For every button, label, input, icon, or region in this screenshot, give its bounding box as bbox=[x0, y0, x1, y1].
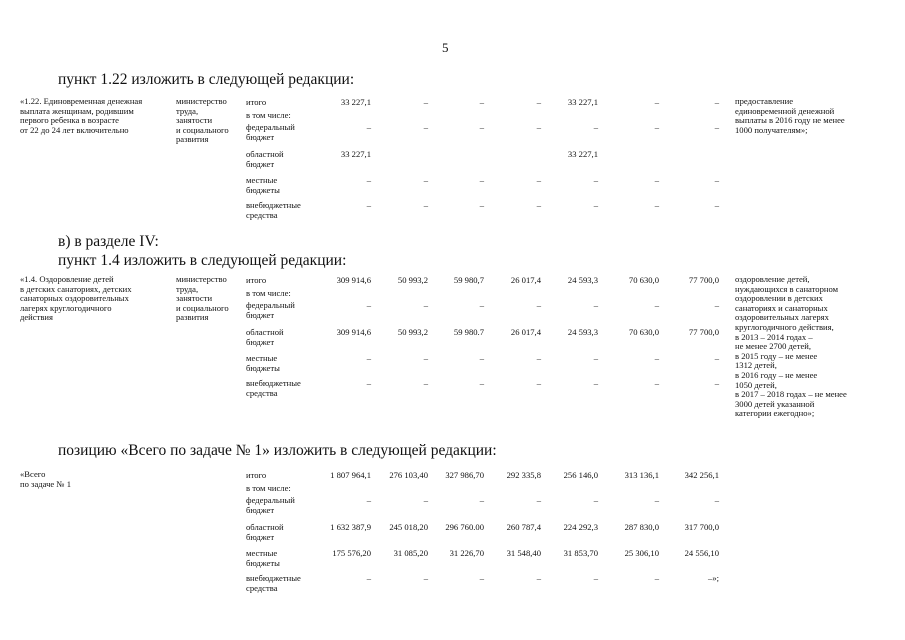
amount-cell: – bbox=[536, 378, 541, 388]
amount-cell: – bbox=[366, 200, 371, 210]
funding-source-label: федеральный бюджет bbox=[246, 122, 295, 142]
expected-result-cell: предоставление единовременной денежной выплаты в 2016 году не менее 1000 получателям»; bbox=[735, 96, 845, 135]
amount-cell: 175 576,20 bbox=[332, 548, 371, 558]
amount-cell: 342 256,1 bbox=[684, 470, 719, 480]
amount-cell: 70 630,0 bbox=[628, 275, 659, 285]
amount-cell: – bbox=[593, 495, 598, 505]
amount-cell: 70 630,0 bbox=[628, 327, 659, 337]
amount-cell: – bbox=[366, 495, 371, 505]
amount-cell: – bbox=[423, 495, 428, 505]
amount-cell: 33 227,1 bbox=[567, 149, 598, 159]
amount-cell: – bbox=[479, 353, 484, 363]
amount-cell: – bbox=[423, 573, 428, 583]
amount-cell: – bbox=[479, 97, 484, 107]
amount-cell: 287 830,0 bbox=[624, 522, 659, 532]
item-description: «1.4. Оздоровление детей в детских санаториях, детских санаторных оздоровительных лагерях круглогодичного действия bbox=[20, 274, 132, 323]
amount-cell: – bbox=[654, 573, 659, 583]
executor-cell: министерство труда, занятости и социального развития bbox=[176, 96, 229, 145]
amount-cell: – bbox=[593, 378, 598, 388]
expected-result-cell: оздоровление детей, нуждающихся в санаторном оздоровлении в детских санаториях и санаторных оздоровительных лагерях круглогодичного действия, в 2013 – 2014 годах – не менее 2700 детей, в 2015 году – не менее 1312 детей, в 2016 году – не менее 1050 детей, в 2017 – 2018 годах – не менее 3000 детей указанной категории ежегодно»; bbox=[735, 274, 847, 419]
funding-source-label: итого bbox=[246, 470, 267, 480]
amount-cell: – bbox=[536, 573, 541, 583]
amount-cell: 31 085,20 bbox=[393, 548, 428, 558]
funding-source-label: внебюджетные средства bbox=[246, 378, 301, 398]
amount-cell: – bbox=[423, 175, 428, 185]
funding-source-label: областной бюджет bbox=[246, 327, 284, 347]
amount-cell: – bbox=[366, 175, 371, 185]
amount-cell: – bbox=[479, 175, 484, 185]
amount-cell: – bbox=[593, 573, 598, 583]
funding-source-label: внебюджетные средства bbox=[246, 200, 301, 220]
amount-cell: – bbox=[536, 122, 541, 132]
amount-cell: – bbox=[366, 122, 371, 132]
amount-cell: –»; bbox=[708, 573, 719, 583]
amount-cell: – bbox=[423, 122, 428, 132]
item-description: «Всего по задаче № 1 bbox=[20, 469, 72, 489]
funding-source-label: местные бюджеты bbox=[246, 548, 280, 568]
funding-source-label: внебюджетные средства bbox=[246, 573, 301, 593]
amount-cell: – bbox=[366, 300, 371, 310]
amount-cell: – bbox=[423, 378, 428, 388]
amount-cell: – bbox=[593, 122, 598, 132]
amount-cell: – bbox=[654, 378, 659, 388]
amount-cell: – bbox=[423, 97, 428, 107]
amount-cell: 313 136,1 bbox=[624, 470, 659, 480]
heading-item-1-22: пункт 1.22 изложить в следующей редакции: bbox=[58, 71, 355, 88]
funding-source-label: итого bbox=[246, 97, 267, 107]
amount-cell: – bbox=[714, 300, 719, 310]
amount-cell: – bbox=[423, 300, 428, 310]
amount-cell: 77 700,0 bbox=[688, 327, 719, 337]
heading-total-task-1: позицию «Всего по задаче № 1» изложить в следующей редакции: bbox=[58, 442, 497, 459]
amount-cell: – bbox=[479, 495, 484, 505]
amount-cell: 327 986,70 bbox=[445, 470, 484, 480]
amount-cell: – bbox=[654, 300, 659, 310]
amount-cell: – bbox=[479, 300, 484, 310]
amount-cell: – bbox=[714, 200, 719, 210]
amount-cell: – bbox=[714, 378, 719, 388]
amount-cell: 50 993,2 bbox=[397, 275, 428, 285]
amount-cell: 292 335,8 bbox=[506, 470, 541, 480]
amount-cell: – bbox=[536, 175, 541, 185]
page-number: 5 bbox=[442, 40, 449, 55]
amount-cell: 31 548,40 bbox=[506, 548, 541, 558]
amount-cell: 296 760.00 bbox=[445, 522, 484, 532]
funding-source-label: местные бюджеты bbox=[246, 353, 280, 373]
amount-cell: – bbox=[593, 200, 598, 210]
amount-cell: 309 914,6 bbox=[336, 275, 371, 285]
item-description: «1.22. Единовременная денежная выплата женщинам, родившим первого ребенка в возрасте от 22 до 24 лет включительно bbox=[20, 96, 143, 135]
amount-cell: 245 018,20 bbox=[389, 522, 428, 532]
amount-cell: – bbox=[593, 175, 598, 185]
amount-cell: – bbox=[654, 200, 659, 210]
amount-cell: 224 292,3 bbox=[563, 522, 598, 532]
amount-cell: – bbox=[714, 175, 719, 185]
amount-cell: – bbox=[654, 353, 659, 363]
amount-cell: 1 632 387,9 bbox=[330, 522, 371, 532]
amount-cell: – bbox=[714, 495, 719, 505]
amount-cell: – bbox=[654, 175, 659, 185]
amount-cell: 309 914,6 bbox=[336, 327, 371, 337]
amount-cell: 59 980,7 bbox=[453, 275, 484, 285]
amount-cell: 25 306,10 bbox=[624, 548, 659, 558]
amount-cell: – bbox=[366, 353, 371, 363]
amount-cell: 260 787,4 bbox=[506, 522, 541, 532]
amount-cell: – bbox=[423, 200, 428, 210]
amount-cell: 31 853,70 bbox=[563, 548, 598, 558]
amount-cell: – bbox=[366, 378, 371, 388]
funding-source-label: итого bbox=[246, 275, 267, 285]
amount-cell: 26 017,4 bbox=[510, 327, 541, 337]
amount-cell: – bbox=[593, 300, 598, 310]
amount-cell: – bbox=[479, 378, 484, 388]
funding-source-label: областной бюджет bbox=[246, 149, 284, 169]
amount-cell: 77 700,0 bbox=[688, 275, 719, 285]
amount-cell: – bbox=[536, 200, 541, 210]
amount-cell: – bbox=[536, 97, 541, 107]
funding-source-label: федеральный бюджет bbox=[246, 300, 295, 320]
amount-cell: – bbox=[479, 122, 484, 132]
amount-cell: 24 593,3 bbox=[567, 327, 598, 337]
executor-cell: министерство труда, занятости и социального развития bbox=[176, 274, 229, 323]
amount-cell: – bbox=[654, 97, 659, 107]
amount-cell: – bbox=[479, 573, 484, 583]
amount-cell: – bbox=[714, 97, 719, 107]
amount-cell: 50 993,2 bbox=[397, 327, 428, 337]
amount-cell: 317 700,0 bbox=[684, 522, 719, 532]
amount-cell: – bbox=[593, 353, 598, 363]
funding-source-label: местные бюджеты bbox=[246, 175, 280, 195]
amount-cell: 1 807 964,1 bbox=[330, 470, 371, 480]
amount-cell: 59 980.7 bbox=[453, 327, 484, 337]
amount-cell: 33 227,1 bbox=[340, 149, 371, 159]
funding-source-label: в том числе: bbox=[246, 483, 291, 493]
amount-cell: – bbox=[714, 122, 719, 132]
amount-cell: 24 593,3 bbox=[567, 275, 598, 285]
amount-cell: 24 556,10 bbox=[684, 548, 719, 558]
amount-cell: – bbox=[654, 122, 659, 132]
heading-section-iv: в) в разделе IV: bbox=[58, 233, 159, 250]
amount-cell: 33 227,1 bbox=[567, 97, 598, 107]
amount-cell: – bbox=[479, 200, 484, 210]
funding-source-label: федеральный бюджет bbox=[246, 495, 295, 515]
funding-source-label: в том числе: bbox=[246, 110, 291, 120]
heading-item-1-4: пункт 1.4 изложить в следующей редакции: bbox=[58, 252, 347, 269]
amount-cell: – bbox=[366, 573, 371, 583]
amount-cell: 276 103,40 bbox=[389, 470, 428, 480]
amount-cell: – bbox=[536, 495, 541, 505]
amount-cell: – bbox=[423, 353, 428, 363]
funding-source-label: в том числе: bbox=[246, 288, 291, 298]
amount-cell: – bbox=[536, 300, 541, 310]
amount-cell: – bbox=[654, 495, 659, 505]
amount-cell: 256 146,0 bbox=[563, 470, 598, 480]
funding-source-label: областной бюджет bbox=[246, 522, 284, 542]
amount-cell: – bbox=[536, 353, 541, 363]
amount-cell: – bbox=[714, 353, 719, 363]
amount-cell: 31 226,70 bbox=[449, 548, 484, 558]
amount-cell: 33 227,1 bbox=[340, 97, 371, 107]
amount-cell: 26 017,4 bbox=[510, 275, 541, 285]
